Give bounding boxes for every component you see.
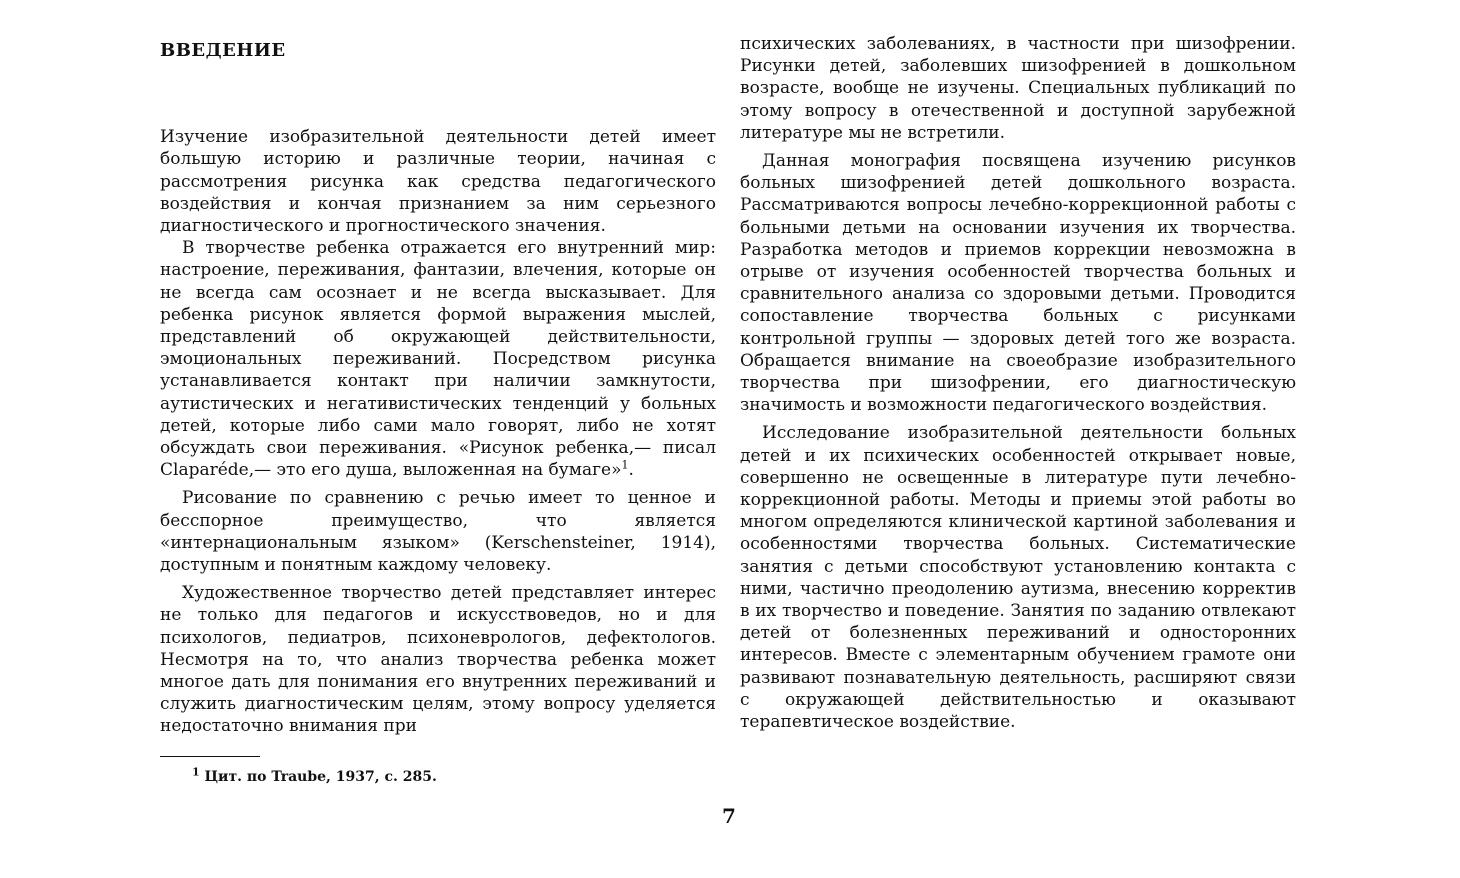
left-column <box>160 40 716 738</box>
left-paragraph-2-end: . <box>628 460 634 481</box>
footnote <box>192 765 437 786</box>
footnote-reference-mark: 1 <box>621 458 629 472</box>
chapter-heading: ВВЕДЕНИЕ <box>160 40 286 61</box>
left-paragraph-2 <box>160 237 716 481</box>
right-column <box>740 33 1296 733</box>
footnote-separator <box>160 756 260 757</box>
left-paragraph-4: Художественное творчество детей представляет интерес не только для педагогов и искусствоведов, но и для психологов, педиатров, психоневрологов, дефектологов. Несмотря на то, что анализ творчества ребенка может многое дать для понимания его внутренних переживаний и служить диагностическим целям, этому вопросу уделяется недостаточно внимания при <box>160 583 716 737</box>
right-paragraph-3: Исследование изобразительной деятельности больных детей и их психических особенностей открывает новые, совершенно не освещенные в литературе пути лечебно-коррекционной работы. Методы и приемы этой работы во многом определяются клинической картиной заболевания и особенностями творчества больных. Систематические занятия с детьми способствуют установлению контакта с ними, частично преодолению аутизма, внесению корректив в их творчество и поведение. Занятия по заданию отвлекают детей от болезненных переживаний и односторонних интересов. Вместе с элементарным обучением грамоте они развивают познавательную деятельность, расширяют связи с окружающей действительностью и оказывают терапевтическое воздействие. <box>740 423 1296 733</box>
right-paragraph-2: Данная монография посвящена изучению рисунков больных шизофренией детей дошкольного возраста. Рассматриваются вопросы лечебно-коррекционной работы с больными детьми на основании изучения их творчества. Разработка методов и приемов коррекции невозможна в отрыве от изучения особенностей творчества больных и сравнительного анализа со здоровыми детьми. Проводится сопоставление творчества больных с рисунками контрольной группы — здоровых детей того же возраста. Обращается внимание на своеобразие изобразительного творчества при шизофрении, его диагностическую значимость и возможности педагогического воздействия. <box>740 151 1296 416</box>
page-number: 7 <box>722 804 736 828</box>
footnote-text: Цит. по Traube, 1937, с. 285. <box>204 769 437 785</box>
right-paragraph-1: психических заболеваниях, в частности при шизофрении. Рисунки детей, заболевших шизофренией в дошкольном возрасте, вообще не изучены. Специальных публикаций по этому вопросу в отечественной и доступной зарубежной литературе мы не встретили. <box>740 34 1296 143</box>
left-paragraph-3: Рисование по сравнению с речью имеет то ценное и бесспорное преимущество, что является «интернациональным языком» (Kerschensteiner, 1914), доступным и понятным каждому человеку. <box>160 488 716 576</box>
left-paragraph-1: Изучение изобразительной деятельности детей имеет большую историю и различные теории, начиная с рассмотрения рисунка как средства педагогического воздействия и кончая признанием за ним серьезного диагностического и прогностического значения. <box>160 127 716 237</box>
left-paragraph-2-text: В творчестве ребенка отражается его внутренний мир: настроение, переживания, фантазии, влечения, которые он не всегда сам осознает и не всегда высказывает. Для ребенка рисунок является формой выражения мыслей, представлений об окружающей действительности, эмоциональных переживаний. Посредством рисунка устанавливается контакт при наличии замкнутости, аутистических и негативистических тенденций у больных детей, которые либо сами мало говорят, либо не хотят обсуждать свои переживания. «Рисунок ребенка,— писал Claparéde,— это его душа, выложенная на бумаге» <box>160 238 716 481</box>
footnote-mark: 1 <box>192 765 200 779</box>
